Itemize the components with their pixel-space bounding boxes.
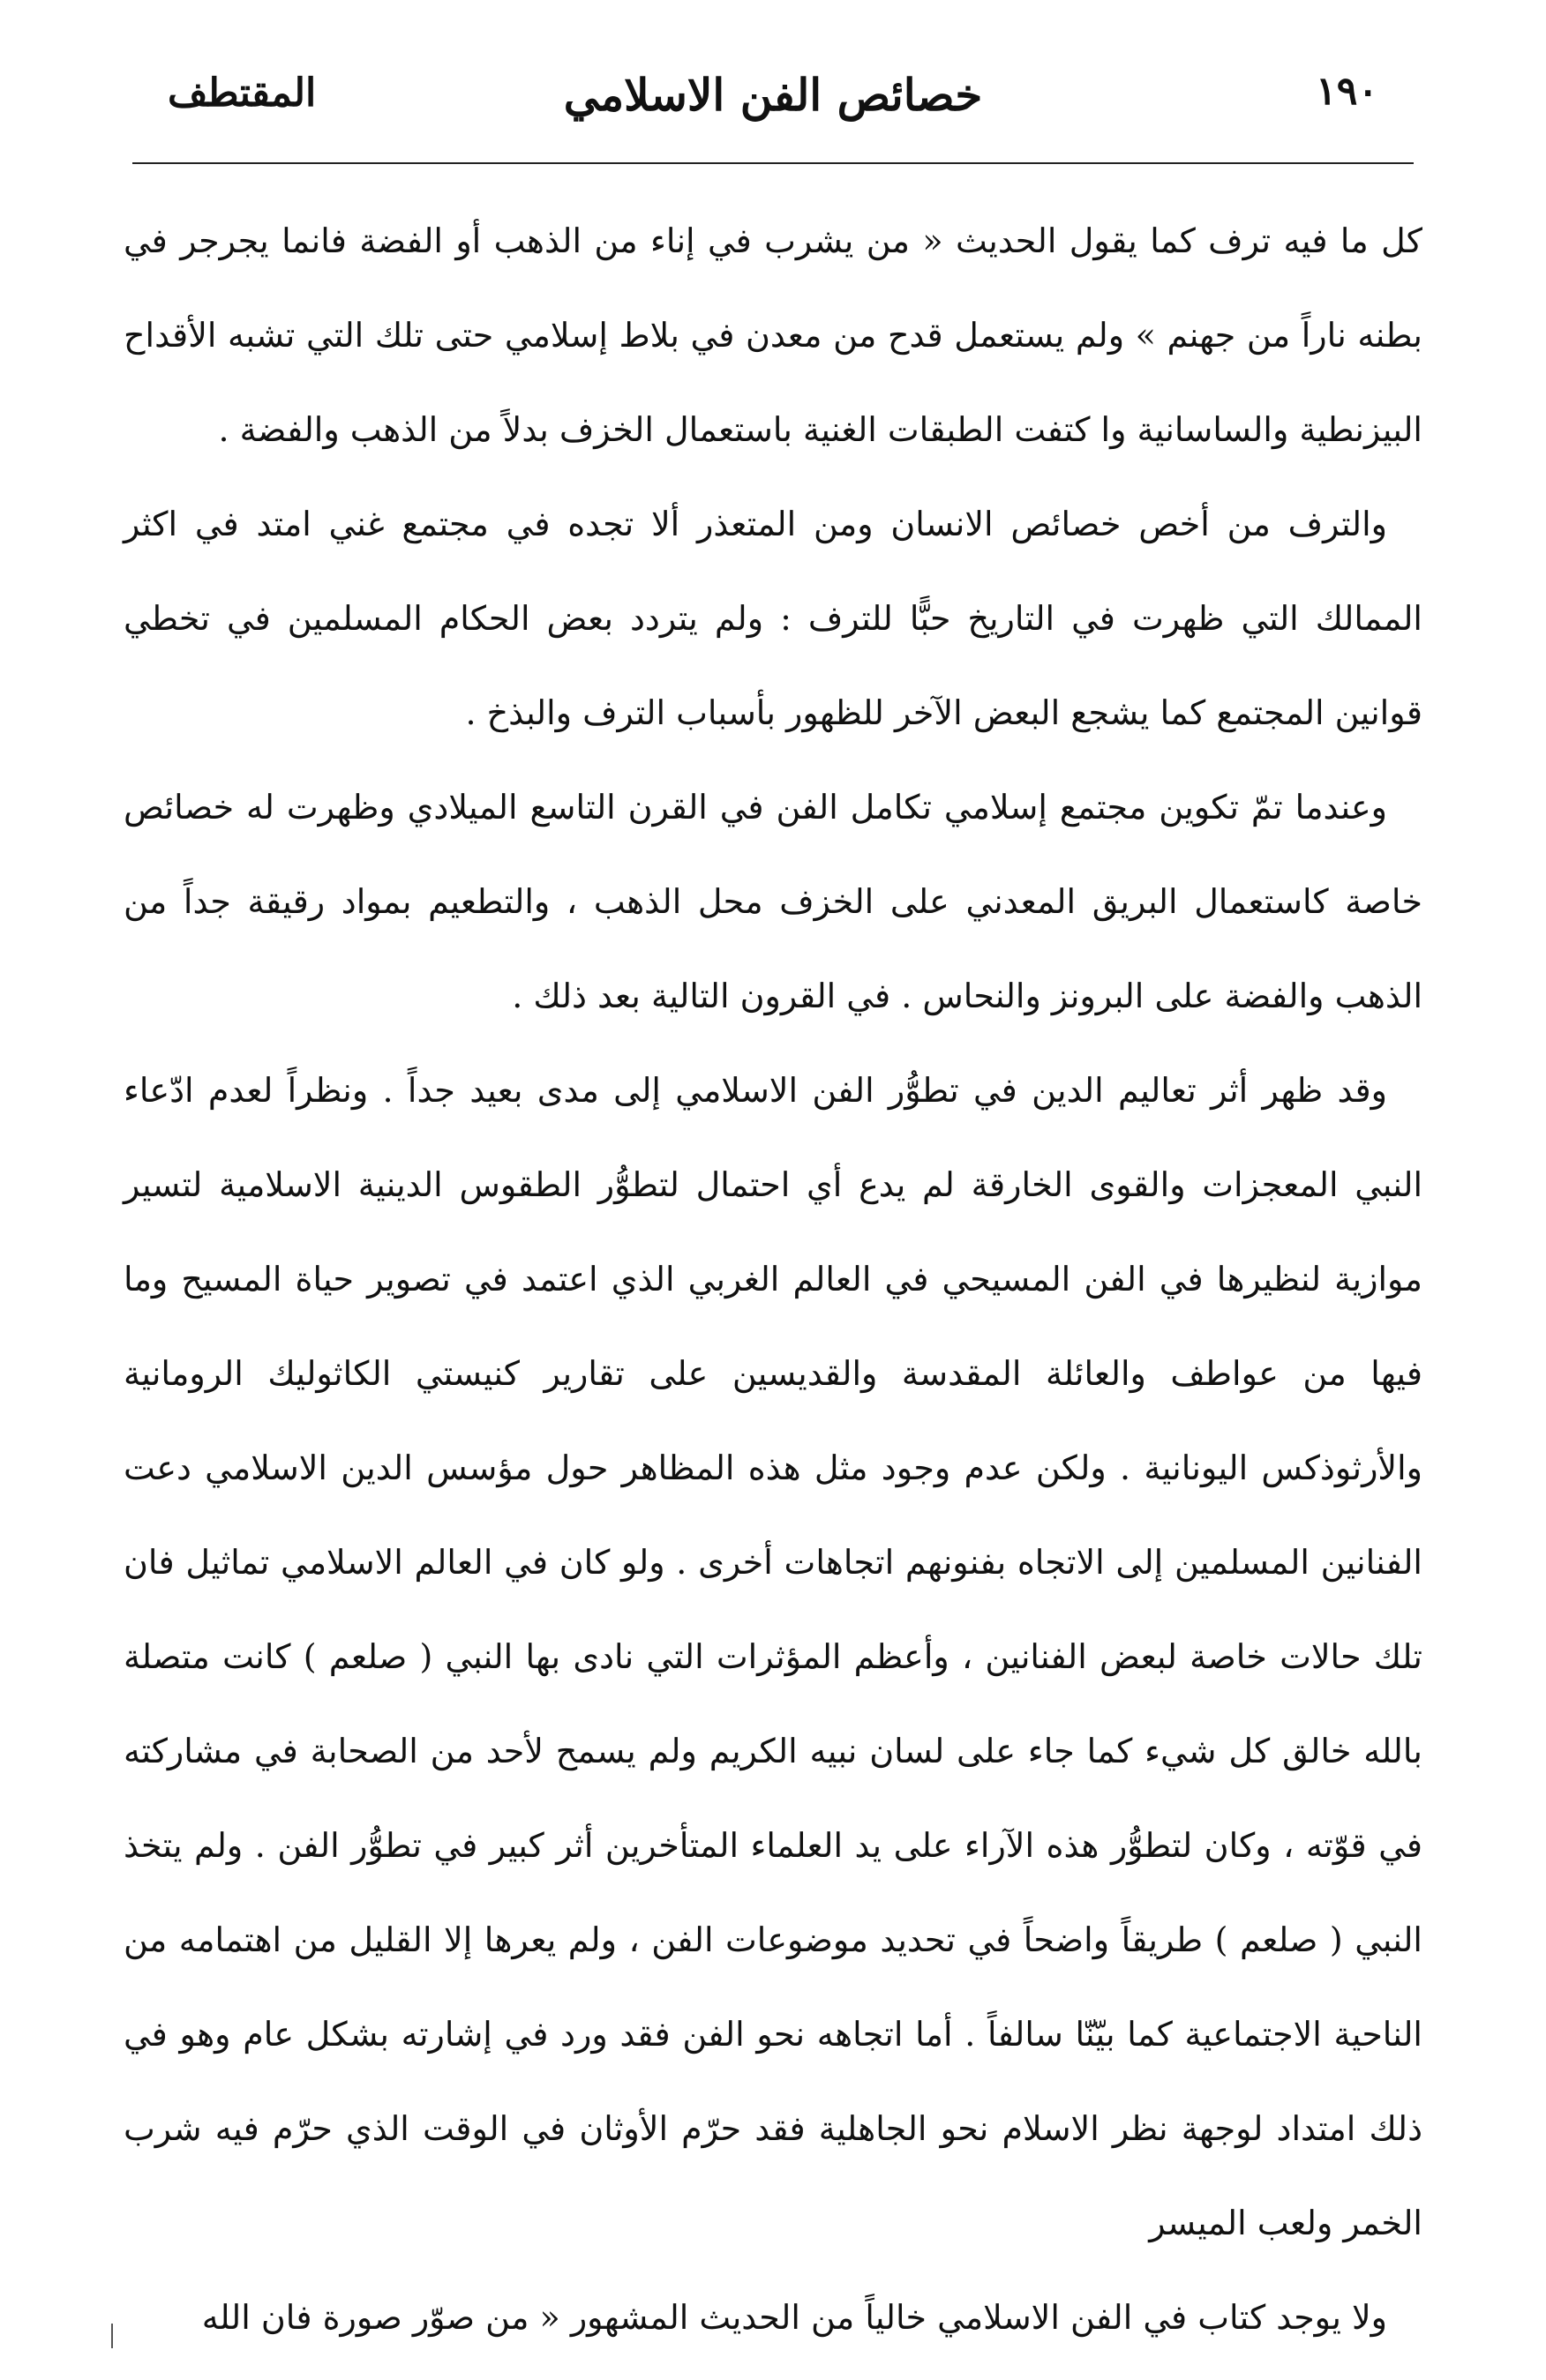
- margin-mark: [111, 2324, 113, 2348]
- page-header: [132, 53, 1414, 150]
- page-number: ١٩٠: [1316, 69, 1378, 114]
- paragraph-3: وعندما تمّ تكوين مجتمع إسلامي تكامل الفن في القرن التاسع الميلادي وظهرت له خصائص خاصة كاستعمال البريق المعدني على الخزف محل الذهب ، والتطعيم بمواد رقيقة جداً من الذهب والفضة على البرونز والنحاس . في القرون التالية بعد ذلك .: [124, 788, 1422, 1015]
- journal-name: المقتطف: [168, 71, 317, 116]
- paragraph-2: والترف من أخص خصائص الانسان ومن المتعذر ألا تجده في مجتمع غني امتد في اكثر الممالك التي ظهرت في التاريخ حبًّا للترف : ولم يتردد بعض الحكام المسلمين في تخطي قوانين المجتمع كما يشجع البعض الآخر للظهور بأسباب الترف والبذخ .: [124, 505, 1422, 732]
- running-title: خصائص الفن الاسلامي: [563, 69, 983, 121]
- page-body: [124, 194, 1422, 2365]
- paragraph-5: ولا يوجد كتاب في الفن الاسلامي خالياً من الحديث المشهور « من صوّر صورة فان الله: [201, 2298, 1387, 2337]
- paragraph-1: كل ما فيه ترف كما يقول الحديث « من يشرب في إناء من الذهب أو الفضة فانما يجرجر في بطنه ناراً من جهنم » ولم يستعمل قدح من معدن في بلاط إسلامي حتى تلك التي تشبه الأقداح البيزنطية والساسانية وا كتفت الطبقات الغنية باستعمال الخزف بدلاً من الذهب والفضة .: [124, 221, 1422, 449]
- paragraph-4: وقد ظهر أثر تعاليم الدين في تطوُّر الفن الاسلامي إلى مدى بعيد جداً . ونظراً لعدم ادّعاء النبي المعجزات والقوى الخارقة لم يدع أي احتمال لتطوُّر الطقوس الدينية الاسلامية لتسير موازية لنظيرها في الفن المسيحي في العالم الغربي الذي اعتمد في تصوير حياة المسيح وما فيها من عواطف والعائلة المقدسة والقديسين على تقارير كنيستي الكاثوليك الرومانية والأرثوذكس اليونانية . ولكن عدم وجود مثل هذه المظاهر حول مؤسس الدين الاسلامي دعت الفنانين المسلمين إلى الاتجاه بفنونهم اتجاهات أخرى . ولو كان في العالم الاسلامي تماثيل فان تلك حالات خاصة لبعض الفنانين ، وأعظم المؤثرات التي نادى بها النبي ( صلعم ) كانت متصلة بالله خالق كل شيء كما جاء على لسان نبيه الكريم ولم يسمح لأحد من الصحابة في مشاركته في قوّته ، وكان لتطوُّر هذه الآراء على يد العلماء المتأخرين أثر كبير في تطوُّر الفن . ولم يتخذ النبي ( صلعم ) طريقاً واضحاً في تحديد موضوعات الفن ، ولم يعرها إلا القليل من اهتمامه من الناحية الاجتماعية كما بيّنّا سالفاً . أما اتجاهه نحو الفن فقد ورد في إشارته بشكل عام وهو في ذلك امتداد لوجهة نظر الاسلام نحو الجاهلية فقد حرّم الأوثان في الوقت الذي حرّم فيه شرب الخمر ولعب الميسر: [124, 1071, 1423, 2242]
- header-rule: [132, 162, 1414, 164]
